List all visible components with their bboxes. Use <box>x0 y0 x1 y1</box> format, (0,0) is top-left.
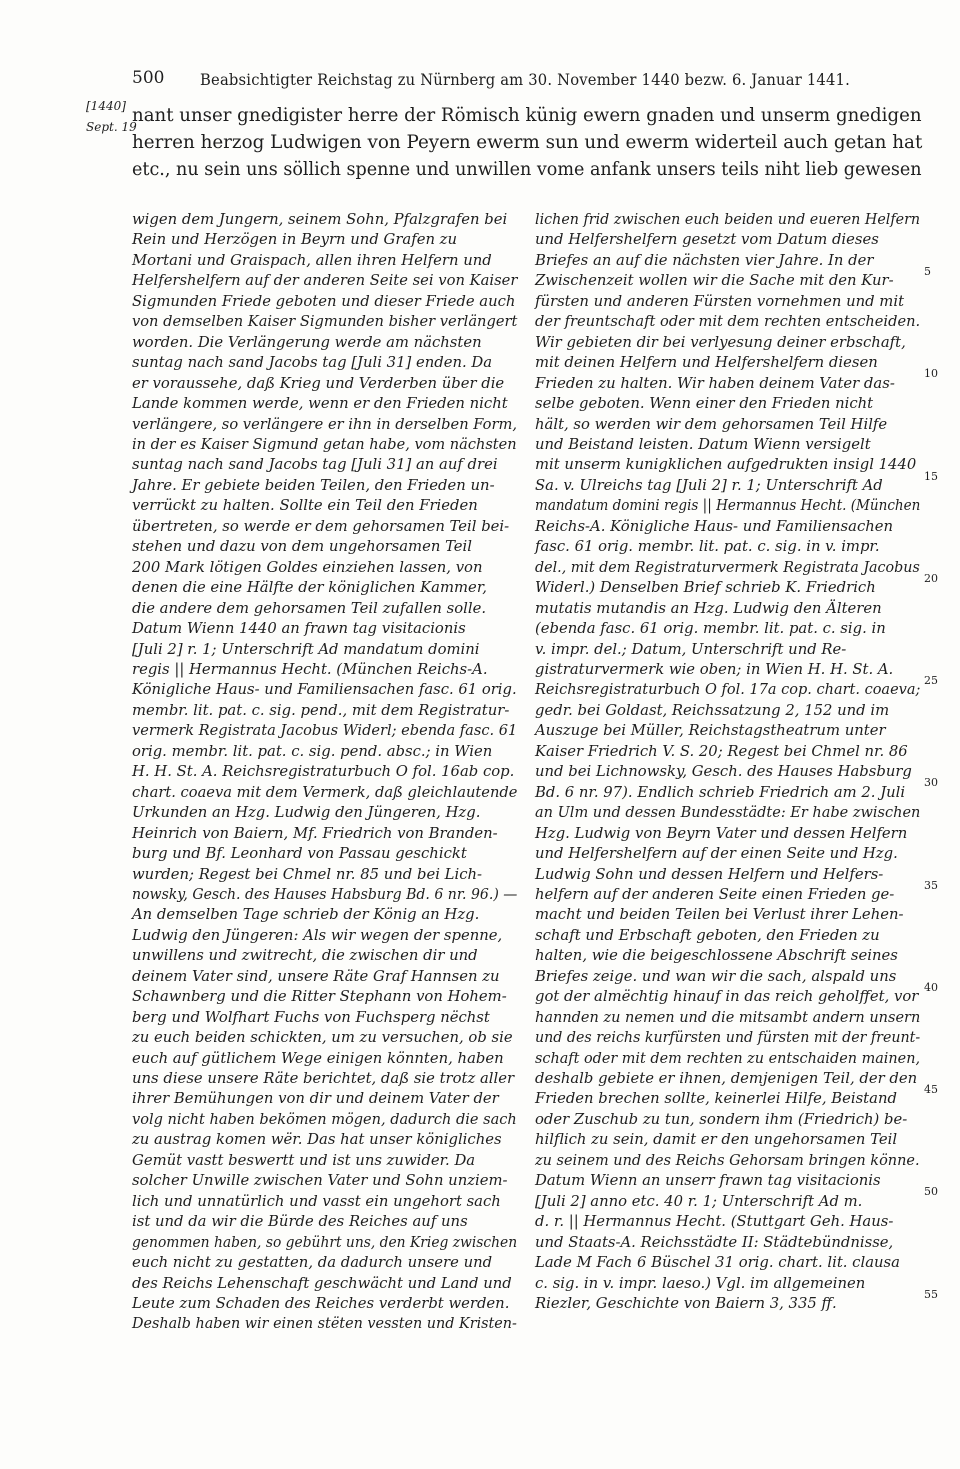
left-column-line: die andere dem gehorsamen Teil zufallen solle. <box>132 599 487 617</box>
right-column-line: c. sig. in v. impr. laeso.) Vgl. im allgemeinen <box>535 1274 866 1292</box>
left-column-line: suntag nach sand Jacobs tag [Juli 31] an auf drei <box>132 456 498 474</box>
right-column-line: fasc. 61 orig. membr. lit. pat. c. sig. in v. impr. <box>535 538 880 556</box>
right-column-line: deshalb gebiete er ihnen, demjenigen Teil, der den <box>535 1070 918 1088</box>
left-column-line: 200 Mark lötigen Goldes einziehen lassen, von <box>132 558 483 576</box>
right-column-line: schaft und Erbschaft geboten, den Frieden zu <box>535 926 880 944</box>
right-column-line: del., mit dem Registraturvermerk Registrata Jacobus <box>535 558 920 576</box>
left-column-line: euch auf gütlichem Wege einigen könnten, haben <box>132 1049 504 1067</box>
right-column-line: macht und beiden Teilen bei Verlust ihrer Lehen- <box>535 906 904 924</box>
line-number: 40 <box>924 980 938 994</box>
left-column-line: membr. lit. pat. c. sig. pend., mit dem Registratur- <box>132 701 510 719</box>
right-column-line: Wir gebieten dir bei verlyesung deiner erbschaft, <box>535 333 906 351</box>
left-column-line: genommen haben, so gebührt uns, den Krieg zwischen <box>132 1233 518 1251</box>
left-column-line: uns diese unsere Räte berichtet, daß sie trotz aller <box>132 1070 515 1088</box>
left-column-line: [Juli 2] r. 1; Unterschrift Ad mandatum domini <box>132 640 480 658</box>
right-column-line: helfern auf der anderen Seite einen Frieden ge- <box>535 885 895 903</box>
line-number: 45 <box>924 1083 938 1096</box>
right-column-line: Kaiser Friedrich V. S. 20; Regest bei Chmel nr. 86 <box>535 742 908 760</box>
main-text-line: nant unser gnedigister herre der Römisch künig ewern gnaden und unserm gnedigen <box>132 104 922 126</box>
right-column-line: Frieden zu halten. Wir haben deinem Vater das- <box>535 374 895 392</box>
left-column-line: Rein und Herzögen in Beyrn und Grafen zu <box>132 231 458 249</box>
right-column-line: Lade M Fach 6 Büschel 31 orig. chart. lit. clausa <box>535 1254 900 1272</box>
left-column-line: suntag nach sand Jacobs tag [Juli 31] enden. Da <box>132 354 493 372</box>
left-column-line: des Reichs Lehenschaft geschwächt und Land und <box>132 1274 512 1292</box>
right-column-line: und Helfershelfern gesetzt vom Datum dieses <box>535 231 879 249</box>
left-column-line: Leute zum Schaden des Reiches verderbt werden. <box>132 1295 510 1313</box>
left-column-line: verlängere, so verlängere er ihn in derselben Form, <box>132 415 517 433</box>
main-text-line: etc., nu sein uns söllich spenne und unwillen vome anfank unsers teils niht lieb gewesen <box>132 158 922 180</box>
left-column-line: Ludwig den Jüngeren: Als wir wegen der spenne, <box>132 926 503 944</box>
right-column-line: gedr. bei Goldast, Reichssatzung 2, 152 und im <box>535 701 890 719</box>
left-column-line: solcher Unwille zwischen Vater und Sohn unziem- <box>132 1172 508 1190</box>
right-column-line: d. r. || Hermannus Hecht. (Stuttgart Geh. Haus- <box>535 1213 894 1231</box>
left-column-line: Gemüt vastt beswertt und ist uns zuwider. Da <box>132 1151 476 1169</box>
right-column-line: und Helfershelfern auf der einen Seite und Hzg. <box>535 845 898 863</box>
line-number: 50 <box>924 1185 938 1199</box>
right-column-line: Briefes zeige. und wan wir die sach, alspald uns <box>535 967 897 985</box>
right-column-line: fürsten und anderen Fürsten vornehmen und mit <box>535 292 905 310</box>
left-column-line: Deshalb haben wir einen stëten vessten und Kristen- <box>132 1315 517 1333</box>
right-column-footnote <box>535 210 925 1314</box>
left-column-line: vermerk Registrata Jacobus Widerl; ebenda fasc. 61 <box>132 722 518 740</box>
right-column-line: got der almëchtig hinauf in das reich geholffet, vor <box>535 988 919 1006</box>
left-column-line: zu euch beiden schickten, um zu versuchen, ob sie <box>132 1029 513 1047</box>
left-column-line: berg und Wolfhart Fuchs von Fuchsperg nëchst <box>132 1008 490 1026</box>
right-column-line: v. impr. del.; Datum, Unterschrift und Re- <box>535 640 847 658</box>
left-column-line: Lande kommen werde, wenn er den Frieden nicht <box>132 395 508 413</box>
right-column-line: und bei Lichnowsky, Gesch. des Hauses Habsburg <box>535 763 912 781</box>
right-column-line: Reichsregistraturbuch O fol. 17a cop. chart. coaeva; <box>535 681 921 699</box>
right-column-line: und Beistand leisten. Datum Wienn versigelt <box>535 435 871 453</box>
margin-note-year: [1440] <box>86 99 126 113</box>
left-column-line: Datum Wienn 1440 an frawn tag visitacionis <box>132 620 466 638</box>
left-column-line: worden. Die Verlängerung werde am nächsten <box>132 333 482 351</box>
line-number: 15 <box>924 469 938 483</box>
main-text-block <box>132 102 932 183</box>
left-column-line: Urkunden an Hzg. Ludwig den Jüngeren, Hzg. <box>132 804 481 822</box>
right-column-line: oder Zuschub zu tun, sondern ihm (Friedrich) be- <box>535 1110 908 1128</box>
right-column-line: Ludwig Sohn und dessen Helfern und Helfers- <box>535 865 884 883</box>
left-column-line: nowsky, Gesch. des Hauses Habsburg Bd. 6 nr. 96.) — <box>132 885 518 903</box>
left-column-line: An demselben Tage schrieb der König an Hzg. <box>132 906 480 924</box>
right-column-line: hilflich zu sein, damit er den ungehorsamen Teil <box>535 1131 898 1149</box>
left-column-line: chart. coaeva mit dem Vermerk, daß gleichlautende <box>132 783 518 801</box>
left-column-line: Schawnberg und die Ritter Stephann von Hohem- <box>132 988 507 1006</box>
right-column-line: und Staats-A. Reichsstädte II: Städtebündnisse, <box>535 1233 894 1251</box>
left-column-line: er voraussehe, daß Krieg und Verderben über die <box>132 374 505 392</box>
left-column-line: Jahre. Er gebiete beiden Teilen, den Frieden un- <box>132 476 495 494</box>
line-number: 55 <box>924 1287 938 1301</box>
left-column-line: Helfershelfern auf der anderen Seite sei von Kaiser <box>132 272 518 290</box>
right-column-line: mutatis mutandis an Hzg. Ludwig den Älteren <box>535 599 882 617</box>
right-column-line: Bd. 6 nr. 97). Endlich schrieb Friedrich am 2. Juli <box>535 783 906 801</box>
main-text-line: herren herzog Ludwigen von Peyern ewerm sun und ewerm widerteil auch getan hat <box>132 131 923 153</box>
left-column-line: deinem Vater sind, unsere Räte Graf Hannsen zu <box>132 967 500 985</box>
left-column-line: Königliche Haus- und Familiensachen fasc. 61 orig. <box>132 681 517 699</box>
running-head: Beabsichtigter Reichstag zu Nürnberg am 30. November 1440 bezw. 6. Januar 1441. <box>200 70 850 89</box>
line-number: 25 <box>924 674 938 687</box>
right-column-line: an Ulm und dessen Bundesstädte: Er habe zwischen <box>535 804 921 822</box>
left-column-footnote <box>132 210 522 1335</box>
right-column-line: (ebenda fasc. 61 orig. membr. lit. pat. c. sig. in <box>535 620 886 638</box>
right-column-line: mit deinen Helfern und Helfershelfern diesen <box>535 354 878 372</box>
right-column-line: Zwischenzeit wollen wir die Sache mit den Kur- <box>535 272 894 290</box>
line-number: 20 <box>924 571 938 585</box>
left-column-line: Mortani und Graispach, allen ihren Helfern und <box>132 251 492 269</box>
line-number: 5 <box>924 265 931 278</box>
right-column-line: Datum Wienn an unserr frawn tag visitacionis <box>535 1172 881 1190</box>
right-column-line: halten, wie die beigeschlossene Abschrift seines <box>535 947 898 965</box>
left-column-line: von demselben Kaiser Sigmunden bisher verlängert <box>132 313 518 331</box>
right-column-line: Auszuge bei Müller, Reichstagstheatrum unter <box>535 722 886 740</box>
left-column-line: ihrer Bemühungen von dir und deinem Vater der <box>132 1090 499 1108</box>
left-column-line: Sigmunden Friede geboten und dieser Friede auch <box>132 292 516 310</box>
left-column-line: orig. membr. lit. pat. c. sig. pend. absc.; in Wien <box>132 742 493 760</box>
right-column-line: selbe geboten. Wenn einer den Frieden nicht <box>535 395 874 413</box>
right-column-line: Hzg. Ludwig von Beyrn Vater und dessen Helfern <box>535 824 908 842</box>
right-column-line: hannden zu nemen und die mitsambt andern unsern <box>535 1008 921 1026</box>
right-column-line: schaft oder mit dem rechten zu entschaiden mainen, <box>535 1049 921 1067</box>
left-column-line: ist und da wir die Bürde des Reiches auf uns <box>132 1213 468 1231</box>
page-number: 500 <box>132 68 165 88</box>
right-column-line: und des reichs kurfürsten und fürsten mit der freunt- <box>535 1029 921 1047</box>
right-column-line: mit unserm kunigklichen aufgedrukten insigl 1440 <box>535 456 917 474</box>
right-column-line: Riezler, Geschichte von Baiern 3, 335 ff. <box>535 1295 837 1313</box>
left-column-line: regis || Hermannus Hecht. (München Reichs-A. <box>132 660 488 678</box>
right-column-line: Frieden brechen sollte, keinerlei Hilfe, Beistand <box>535 1090 897 1108</box>
line-number: 35 <box>924 878 938 892</box>
line-number: 10 <box>924 367 938 381</box>
left-column-line: burg und Bf. Leonhard von Passau geschickt <box>132 845 467 863</box>
left-column-line: lich und unnatürlich und vasst ein ungehort sach <box>132 1192 501 1210</box>
right-column-line: Sa. v. Ulreichs tag [Juli 2] r. 1; Unterschrift Ad <box>535 476 883 494</box>
left-column-line: in der es Kaiser Sigmund getan habe, vom nächsten <box>132 435 517 453</box>
right-column-line: [Juli 2] anno etc. 40 r. 1; Unterschrift Ad m. <box>535 1192 863 1210</box>
left-column-line: übertreten, so werde er dem gehorsamen Teil bei- <box>132 517 510 535</box>
left-column-line: wigen dem Jungern, seinem Sohn, Pfalzgrafen bei <box>132 211 508 228</box>
right-column-line: Briefes an auf die nächsten vier Jahre. In der <box>535 251 874 269</box>
right-column-line: der freuntschaft oder mit dem rechten entscheiden. <box>535 313 921 331</box>
left-column-line: denen die eine Hälfte der königlichen Kammer, <box>132 579 487 597</box>
left-column-line: H. H. St. A. Reichsregistraturbuch O fol. 16ab cop. <box>132 763 515 781</box>
margin-note-date: Sept. 19 <box>86 120 137 134</box>
right-column-line: zu seinem und des Reichs Gehorsam bringen könne. <box>535 1151 920 1169</box>
left-column-line: verrückt zu halten. Sollte ein Teil den Frieden <box>132 497 478 515</box>
left-column-line: euch nicht zu gestatten, da dadurch unsere und <box>132 1254 493 1272</box>
right-column-line: Reichs-A. Königliche Haus- und Familiensachen <box>535 517 894 535</box>
right-column-line: Widerl.) Denselben Brief schrieb K. Friedrich <box>535 579 876 597</box>
left-column-line: zu austrag komen wër. Das hat unser königliches <box>132 1131 502 1149</box>
left-column-line: unwillens und zwitrecht, die zwischen dir und <box>132 947 478 965</box>
left-column-line: wurden; Regest bei Chmel nr. 85 und bei Lich- <box>132 865 483 883</box>
line-number: 30 <box>924 776 938 790</box>
left-column-line: stehen und dazu von dem ungehorsamen Teil <box>132 538 473 556</box>
right-column-line: mandatum domini regis || Hermannus Hecht. (München <box>535 497 921 515</box>
left-column-line: volg nicht haben bekömen mögen, dadurch die sach <box>132 1110 517 1128</box>
right-column-line: lichen frid zwischen euch beiden und eueren Helfern <box>535 211 921 228</box>
right-column-line: gistraturvermerk wie oben; in Wien H. H. St. A. <box>535 660 894 678</box>
left-column-line: Heinrich von Baiern, Mf. Friedrich von Branden- <box>132 824 498 842</box>
right-column-line: hält, so werden wir dem gehorsamen Teil Hilfe <box>535 415 888 433</box>
